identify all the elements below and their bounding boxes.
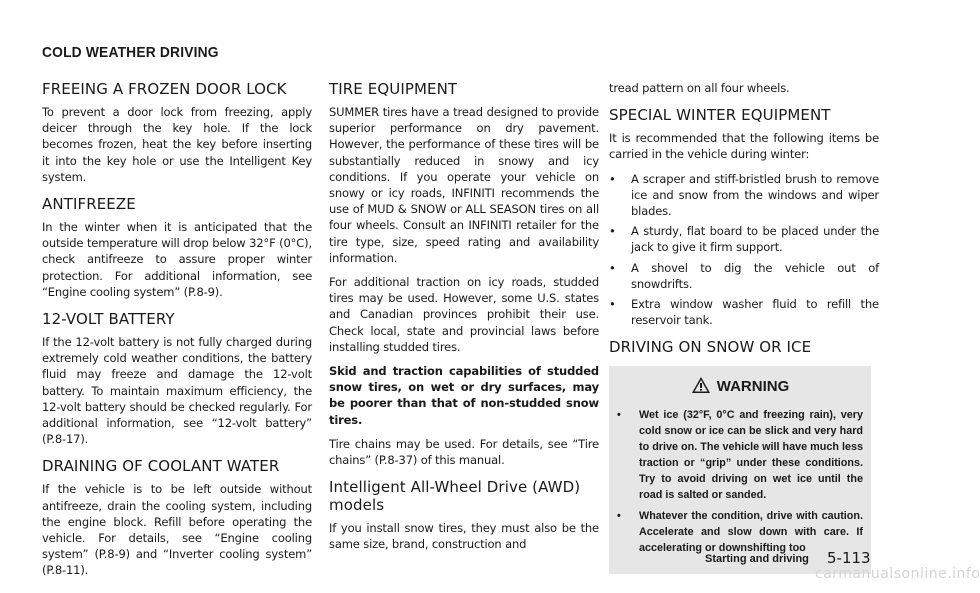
footer-section-label: Starting and driving: [705, 553, 809, 565]
paragraph-frozen-door-lock: To prevent a door lock from freezing, apply deicer through the key hole. If the lock becomes frozen, heat the key before inserting it into the key hole or use the Intelligent Key system.: [42, 105, 312, 184]
paragraph-tread-continued: tread pattern on all four wheels.: [609, 81, 790, 95]
list-item: • Extra window washer fluid to refill the reservoir tank.: [609, 297, 879, 328]
paragraph-studded-tires: For additional traction on icy roads, studded tires may be used. However, some U.S. states and Canadian provinces prohibit their use. Check local, state and provincial laws before installing studded tires.: [329, 275, 599, 354]
column-2: [329, 80, 599, 561]
watermark: carmanualsonline.info: [815, 566, 980, 582]
heading-draining-coolant: DRAINING OF COOLANT WATER: [42, 457, 280, 476]
list-item: • A scraper and stiff-bristled brush to remove ice and snow from the windows and wiper blades.: [609, 171, 879, 219]
column-1: [42, 80, 312, 587]
warning-item: • Whatever the condition, drive with caution. Accelerate and slow down with care. If accelerating or downshifting too: [617, 510, 863, 555]
paragraph-studded-caution: Skid and traction capabilities of studded snow tires, on wet or dry surfaces, may be poorer than that of non-studded snow tires.: [329, 364, 599, 427]
heading-antifreeze: ANTIFREEZE: [42, 195, 136, 214]
heading-awd-models: Intelligent All-Wheel Drive (AWD) models: [329, 478, 581, 515]
heading-frozen-door-lock: FREEING A FROZEN DOOR LOCK: [42, 80, 287, 98]
warning-title: WARNING: [716, 378, 790, 396]
paragraph-antifreeze: In the winter when it is anticipated that the outside temperature will drop below 32°F (0°C), check antifreeze to assure proper winter protection. For additional information, see “Engine cooling system” (P.8-9).: [42, 220, 312, 299]
paragraph-tire-chains: Tire chains may be used. For details, see “Tire chains” (P.8-37) of this manual.: [329, 436, 599, 468]
warning-header: [609, 376, 871, 395]
page-number: 5-113: [827, 549, 871, 567]
warning-triangle-icon: [691, 376, 711, 394]
paragraph-winter-intro: It is recommended that the following items be carried in the vehicle during winter:: [609, 131, 879, 162]
heading-12-volt-battery: 12-VOLT BATTERY: [42, 310, 175, 329]
heading-special-winter-equipment: SPECIAL WINTER EQUIPMENT: [609, 106, 831, 125]
warning-list: [609, 407, 871, 556]
list-item: • A shovel to dig the vehicle out of snowdrifts.: [609, 260, 879, 291]
heading-driving-snow-ice: DRIVING ON SNOW OR ICE: [609, 338, 812, 357]
section-heading: COLD WEATHER DRIVING: [42, 44, 219, 61]
paragraph-12-volt-battery: If the 12-volt battery is not fully charged during extremely cold weather conditions, the battery fluid may freeze and damage the 12-volt battery. To maintain maximum efficiency, the 12-volt battery should be checked regularly. For additional information, see “12-volt battery” (P.8-17).: [42, 335, 312, 447]
paragraph-summer-tires: SUMMER tires have a tread designed to provide superior performance on dry pavement. However, the performance of these tires will be substantially reduced in snowy and icy conditions. If you operate your vehicle on snowy or icy roads, INFINITI recommends the use of MUD & SNOW or ALL SEASON tires on all four wheels. Consult an INFINITI retailer for the tire type, size, speed rating and availability information.: [329, 105, 599, 265]
winter-equipment-list: [609, 171, 879, 329]
warning-box: [609, 366, 871, 574]
column-3: [609, 80, 879, 574]
list-item: • A sturdy, flat board to be placed under the jack to give it firm support.: [609, 224, 879, 255]
warning-item: • Wet ice (32°F, 0°C and freezing rain), very cold snow or ice can be slick and very hard to drive on. The vehicle will have much less traction or “grip” under these conditions. Try to avoid driving on wet ice until the road is salted or sanded.: [617, 409, 863, 502]
paragraph-draining-coolant: If the vehicle is to be left outside without antifreeze, drain the cooling system, including the engine block. Refill before operating the vehicle. For details, see “Engine cooling system” (P.8-9) and “Inverter cooling system” (P.8-11).: [42, 482, 312, 578]
heading-tire-equipment: TIRE EQUIPMENT: [329, 80, 458, 98]
paragraph-awd-models: If you install snow tires, they must also be the same size, brand, construction and: [329, 521, 599, 552]
